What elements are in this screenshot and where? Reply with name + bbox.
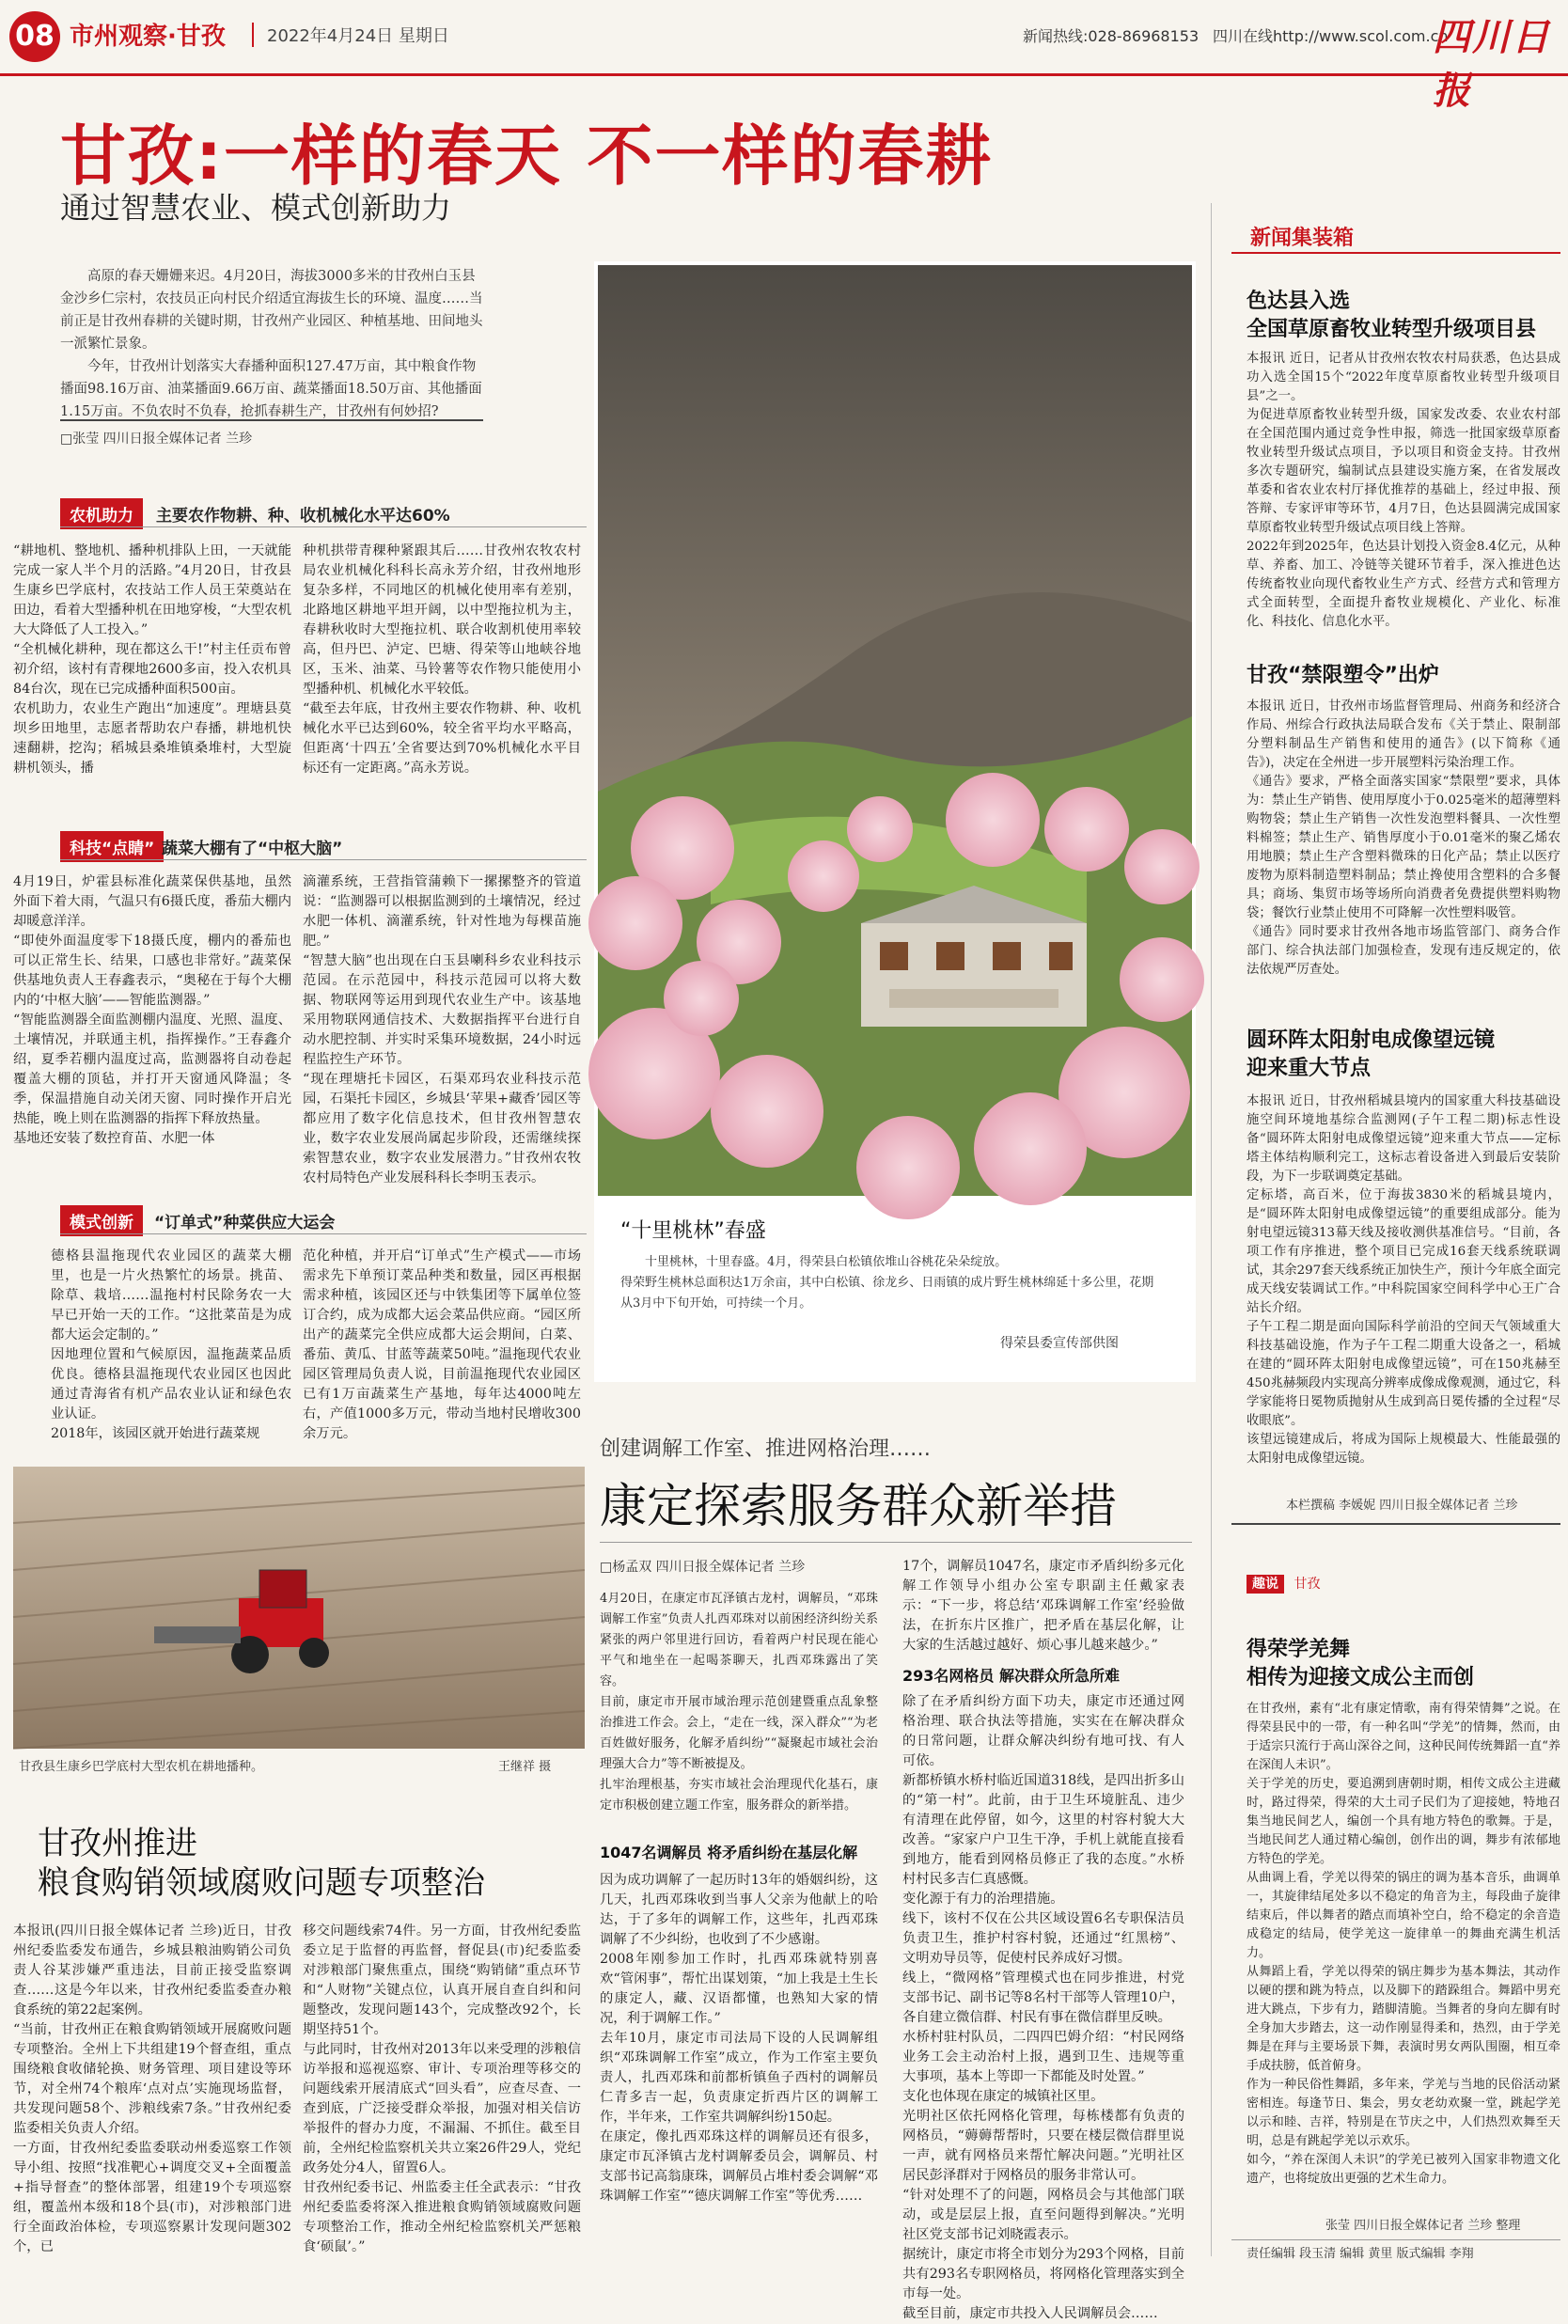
tractor-photo-credit: 王继祥 摄 bbox=[498, 1760, 552, 1774]
kangding-col2b: 除了在矛盾纠纷方面下功夫，康定市还通过网格治理、联合执法等措施，实实在在解决群众的日常问题，让群众解决纠纷有地可找、有人可依。 新都桥镇水桥村临近国道318线，是四出折多山的“第一村”。此前，由于卫生环境脏乱、违少有清理在此停留，如今，这里的村容村貌大大改善。“家家户户卫生干净，手机上就能直接看到地方，能看到网格员修正了我的态度。”水桥村村民多吉仁真感慨。 变化源于有力的治理措施。 线下，该村不仅在公共区域设置6名专职保洁员负责卫生，推护村容村貌，还通过“红黑榜”、文明劝导员等，促使村民养成好习惯。 线上，“微网格”管理模式也在同步推进，村党支部书记、副书记等8名村干部等人管理10户，各自建立微信群、村民有事在微信群里反映。 水桥村驻村队员，二四四巴姆介绍：“村民网络业务工会主动治村上报，遇到卫生、违规等重大事项，基本上等即一下都能及时处置。” 支化也体现在康定的城镇社区里。 光明社区依托网格化管理，每栋楼都有负责的网格员，“薅薅帮帮时，只要在楼层微信群里说一声，就有网格员来帮忙解决问题。”光明社区居民彭泽群对于网格员的服务非常认可。 “针对处理不了的问题，网格员会与其他部门联动，或是层层上报，直至问题得到解决。”光明社区党支部书记刘晓霞表示。 据统计，康定市将全市划分为293个网格，目前共有293名专职网格员，将网格化管理落实到全市每一处。 截至目前，康定市共投入人民调解员会…… bbox=[902, 1694, 1184, 2321]
sidebar-column-header bbox=[1231, 214, 1560, 258]
sidebar-editor-credit: 本栏撰稿 李媛妮 四川日报全媒体记者 兰珍 bbox=[1286, 1499, 1518, 1513]
section2-col1: 4月19日，炉霍县标准化蔬菜保供基地，虽然外面下着大雨，气温只有6摄氏度，番茄大棚内却暖意洋洋。 “即使外面温度零下18摄氏度，棚内的番茄也可以正常生长、结果，口感也非常好。”蔬菜保供基地负责人王春鑫表示，“奥秘在于每个大棚内的‘中枢大脑’——智能监测器。” “智能监测器全面监测棚内温度、光照、温度、土壤情况，并联通主机，指挥操作。”王春鑫介绍，夏季若棚内温度过高，监测器将自动卷起覆盖大棚的顶毡，并打开天窗通风降温；冬季，保温措施自动关闭天窗、同时操作开启光热能，晚上则在监测器的指挥下释放热量。 基地还安装了数控育苗、水肥一体 bbox=[13, 874, 291, 1146]
section2-title: 蔬菜大棚有了“中枢大脑” bbox=[162, 840, 343, 858]
tractor-photo bbox=[13, 1467, 585, 1749]
sidebar-column-title: 新闻集装箱 bbox=[1250, 227, 1355, 250]
section2-tag: 科技“点睛” bbox=[60, 831, 164, 862]
grain-headline bbox=[38, 1824, 485, 1903]
culture-byline: 张莹 四川日报全媒体记者 兰珍 整理 bbox=[1325, 2219, 1521, 2233]
grain-col2: 移交问题线索74件。另一方面，甘孜州纪委监委立足于监督的再监督，督促县(市)纪委监委对涉粮部门聚焦重点，围绕“购销储”重点环节和“人财物”关键点位，认真开展自查自纠和问题整改，发现问题143个，完成整改92个，长期坚持51个。 与此同时，甘孜州对2013年以来受理的涉粮信访举报和巡视巡察、审计、专项治理等移交的问题线索开展清底式“回头看”，应查尽查、一查到底，广泛接受群众举报，加强对相关信访举报件的督办力度，不漏漏、不抓住。截至目前，全州纪检监察机关共立案26件29人，党纪政务处分4人，留置6人。 甘孜州纪委书记、州监委主任全武表示：“甘孜州纪委监委将深入推进粮食购销领域腐败问题专项整治工作，推动全州纪检监察机关严惩粮食‘硕鼠’。” bbox=[303, 1924, 581, 2254]
page-number: 08 bbox=[9, 11, 60, 62]
section1-tag: 农机助力 bbox=[60, 498, 143, 529]
sidebar-news3-title-line1: 圆环阵太阳射电成像望远镜 bbox=[1247, 1029, 1496, 1052]
photo-credit: 得荣县委宣传部供图 bbox=[1000, 1336, 1119, 1351]
sidebar-news2-title: 甘孜“禁限塑令”出炉 bbox=[1247, 664, 1439, 687]
section2-rule bbox=[60, 859, 587, 860]
sidebar-news2-body: 本报讯 近日，甘孜州市场监督管理局、州商务和经济合作局、州综合行政执法局联合发布《关于禁止、限制部分塑料制品生产销售和使用的通告》(以下简称《通告》)，决定在全州进一步开展塑料污染治理工作。 《通告》要求，严格全面落实国家“禁限塑”要求，具体为：禁止生产销售、使用厚度小于0.025毫米的超薄塑料购物袋；禁止生产销售一次性发泡塑料餐具、一次性塑料棉签；禁止生产、销售厚度小于0.01毫米的聚乙烯农用地膜；禁止生产含塑料微珠的日化产品；禁止以医疗废物为原料制造塑料制品；禁止搀使用含塑料的合多餐具；商场、集贸市场等场所向消费者免费提供塑料购物袋；餐饮行业禁止使用不可降解一次性塑料吸管。 《通告》同时要求甘孜州各地市场监管部门、商务合作部门、综合执法部门加强检查，发现有违反规定的，依法依规严厉查处。 bbox=[1247, 699, 1560, 977]
section1-heading bbox=[60, 498, 587, 526]
kangding-kicker: 创建调解工作室、推进网格治理…… bbox=[600, 1437, 932, 1461]
kangding-lead: 4月20日，在康定市瓦泽镇古龙村，调解员，“邓珠调解工作室”负责人扎西邓珠对以前困经济纠纷关系紧张的两户邻里进行回访，看着两户村民现在能心平气和地坐在一起喝茶聊天，扎西邓珠露出了笑容。 目前，康定市开展市域治理示范创建暨重点乱象整治推进工作会。会上，“走在一线，深入群众”“为老百姓做好服务，化解矛盾纠纷”“凝聚起市域社会治理强大合力”等不断被提及。 扎牢治理根基，夯实市域社会治理现代化基石，康定市积极创建立题工作室，服务群众的新举措。 bbox=[600, 1592, 878, 1813]
sidebar-bottom-rule bbox=[1231, 1523, 1560, 1525]
sidebar-divider bbox=[1211, 203, 1227, 2256]
culture-title-line1: 得荣学羌舞 bbox=[1247, 1638, 1351, 1661]
section2-col2: 滴灌系统，王营指管蒲赖下一摞摞整齐的管道说：“监测器可以根据监测到的土壤情况，经过水肥一体机、滴灌系统，针对性地为每棵苗施肥。” “智慧大脑”也出现在白玉县喇科乡农业科技示范园。在示范园中，科技示范园可以将大数据、物联网等运用到现代农业生产中。该基地采用物联网通信技术、大数据指挥平台进行自动水肥控制、并实时采集环境数据，24小时远程监控生产环节。 “现在理塘托卡园区，石渠邓玛农业科技示范园，石渠托卡园区，乡城县‘苹果+藏香’园区等都应用了数字化信息技术，但甘孜州智慧农业，数字农业发展尚属起步阶段，还需继续探索智慧农业，数字农业发展潜力。”甘孜州农牧农村局特色产业发展科科长李明玉表示。 bbox=[303, 874, 581, 1186]
footer-rule bbox=[1231, 2239, 1560, 2240]
kangding-byline: □杨孟双 四川日报全媒体记者 兰珍 bbox=[600, 1560, 806, 1575]
section-name: 市州观察·甘孜 bbox=[70, 23, 226, 51]
section3-heading bbox=[60, 1205, 587, 1233]
culture-body: 在甘孜州，素有“北有康定情歌，南有得荣情舞”之说。在得荣县民中的一带，有一种名叫“学羌”的情舞，然而，由于适宗只流行于高山深谷之间，这种民间传统舞蹈一直“养在深闺人未识”。 关于学羌的历史，要追溯到唐朝时期，相传文成公主进藏时，路过得荣，得荣的大土司子民们为了迎接她，特地召集当地民间艺人，编创一个具有地方特色的歌舞。于是，当地民间艺人通过精心编创，创作出的调，舞步有浓郁地方特色的学羌。 从曲调上看，学羌以得荣的锅庄的调为基本音乐，曲调单一，其旋律结尾处多以不稳定的角音为主，每段曲子旋律结束后，伴以舞者的踏点而填补空白，给不稳定的余音造成稳定的结局，使学羌这一旋律单一的舞曲充满生机活力。 从舞蹈上看，学羌以得荣的锅庄舞步为基本舞法，其动作以硬的摆和跳为特点，以及脚下的踏跺组合。舞蹈中男充进大跳点，下步有力，踏脚清脆。当舞者的身向左脚有时全身加大步踏去，这一动作刚显得柔和，热烈，由于学羌舞是在拜与主要场景下舞，表演时男女两队围圈，相互牵手成扶膀，低首俯身。 作为一种民俗性舞蹈，多年来，学羌与当地的民俗活动紧密相连。每逢节日、集会，男女老幼欢聚一堂，跳起学羌以示和睦、吉祥，特别是在节庆之中，人们热烈欢舞至天明，总是有跳起学羌以示欢乐。 如今，“养在深闺人未识”的学羌已被列入国家非物遗文化遗产，也将绽放出更强的艺术生命力。 bbox=[1247, 1702, 1560, 2186]
grain-col1: 本报讯(四川日报全媒体记者 兰珍)近日，甘孜州纪委监委发布通告，乡城县粮油购销公司负责人谷某涉嫌严重违法，目前正接受监察调查……这是今年以来，甘孜州纪委监委查办粮食系统的第22起案例。 “当前，甘孜州正在粮食购销领域开展腐败问题专项整治。全州上下共组建19个督查组，重点围绕粮食收储轮换、财务管理、项目建设等环节，对全州74个粮库‘点对点’实施现场监督，共发现问题58个、涉粮线索7条。”甘孜州纪委监委相关负责人介绍。 一方面，甘孜州纪委监委联动州委巡察工作领导小组、按照“找准靶心+调度交叉+全面覆盖+指导督查”的整体部署，组建19个专项巡察组，覆盖州本级和18个县(市)，对涉粮部门进行全面政治体检，专项巡察累计发现问题302个，已 bbox=[13, 1924, 291, 2254]
kangding-headline: 康定探索服务群众新举措 bbox=[600, 1479, 1117, 1533]
section1-rule bbox=[60, 526, 587, 527]
sidebar-news1-title bbox=[1247, 288, 1560, 344]
kangding-col2: 17个，调解员1047名，康定市矛盾纠纷多元化解工作领导小组办公室专职副主任戴家表示：“下一步，将总结‘邓珠调解工作室’经验做法，在折东片区推广，把矛盾在基层化解，让大家的生活越过越好、烦心事儿越来越少。” bbox=[902, 1559, 1184, 1653]
issue-date: 2022年4月24日 星期日 bbox=[252, 23, 449, 47]
sidebar-news3-title-line2: 迎来重大节点 bbox=[1247, 1057, 1372, 1080]
peach-blossom-photo-frame bbox=[594, 261, 1196, 1382]
main-headline: 甘孜:一样的春天 不一样的春耕 bbox=[60, 118, 994, 195]
website-link[interactable]: 四川在线http://www.scol.com.cn bbox=[1213, 27, 1449, 45]
section1-col1: “耕地机、整地机、播种机排队上田，一天就能完成一家人半个月的活路。”4月20日，甘孜县生康乡巴学底村，农技站工作人员王荣奠站在田边，看着大型播种机在田地穿梭，“大型农机大大降低了人工投入。” “全机械化耕种，现在都这么干!”村主任贡布曾初介绍，该村有青稞地2600多亩，投入农机具84台次，现在已完成播种面积500亩。 农机助力，农业生产跑出“加速度”。理塘县莫坝乡田地里，志愿者帮助农户春播，耕地机快速翻耕，挖沟；稻城县桑堆镇桑堆村，大型旋耕机领头，播 bbox=[13, 543, 291, 776]
section1-title: 主要农作物耕、种、收机械化水平达60% bbox=[156, 507, 450, 526]
news-hotline: 新闻热线:028-86968153 bbox=[1023, 27, 1200, 45]
section3-tag: 模式创新 bbox=[60, 1205, 143, 1236]
sidebar-news1-title-line2: 全国草原畜牧业转型升级项目县 bbox=[1247, 318, 1537, 341]
kangding-subhead-1: 1047名调解员 将矛盾纠纷在基层化解 bbox=[600, 1844, 858, 1861]
section2-heading bbox=[60, 831, 587, 859]
culture-title-line2: 相传为迎接文成公主而创 bbox=[1247, 1666, 1475, 1689]
tractor-photo-image bbox=[13, 1467, 585, 1749]
culture-tag-row bbox=[1247, 1574, 1320, 1593]
photo-caption-text: 十里桃林，十里春盛。4月，得荣县白松镇依堆山谷桃花朵朵绽放。 得荣野生桃林总面积达1万余亩，其中白松镇、徐龙乡、日雨镇的成片野生桃林绵延十多公里，花期从3月中下旬开始，可持续一个月。 bbox=[620, 1255, 1154, 1311]
tractor-photo-caption: 甘孜县生康乡巴学底村大型农机在耕地播种。 bbox=[19, 1760, 264, 1774]
photo-caption-title: “十里桃林”春盛 bbox=[620, 1219, 766, 1243]
lead-paragraph-1 bbox=[60, 265, 483, 423]
culture-tag: 趣说 bbox=[1247, 1575, 1284, 1594]
kangding-subhead-2: 293名网格员 解决群众所急所难 bbox=[902, 1667, 1120, 1685]
footer-editors: 责任编辑 段玉清 编辑 黄里 版式编辑 李翔 bbox=[1247, 2247, 1474, 2261]
section3-col1: 德格县温拖现代农业园区的蔬菜大棚里，也是一片火热繁忙的场景。挑苗、除草、栽培……温拖村村民除务农一大早已开始一天的工作。“这批菜苗是为成都大运会定制的。” 因地理位置和气候原因，温拖蔬菜品质优良。德格县温拖现代农业园区也因此通过青海省有机产品农业认证和绿色农业认证。 2018年，该园区就开始进行蔬菜规 bbox=[51, 1248, 291, 1441]
grain-headline-line1: 甘孜州推进 bbox=[38, 1825, 197, 1862]
section3-col2: 范化种植，并开启“订单式”生产模式——市场需求先下单预订菜品种类和数量，园区再根据需求种植，该园区还与中铁集团等下属单位签订合约，成为成都大运会菜品供应商。“园区所出产的蔬菜完全供应成都大运会期间，白菜、番茄、黄瓜、甘蓝等蔬菜50吨。”温拖现代农业园区管理局负责人说，目前温拖现代农业园区已有1万亩蔬菜生产基地，每年达4000吨左右，产值1000多万元，带动当地村民增收300余万元。 bbox=[303, 1248, 581, 1441]
kangding-col1: 因为成功调解了一起历时13年的婚姻纠纷，这几天，扎西邓珠收到当事人父亲为他献上的哈达，于了多年的调解工作，这些年，扎西邓珠调解了不少纠纷，也收到了不少感谢。 2008年刚参加工作时，扎西邓珠就特别喜欢“管闲事”，帮忙出谋划策，“加上我是土生长的康定人，藏、汉语都懂，也熟知大家的情况，利于调解工作。” 去年10月，康定市司法局下设的人民调解组织“邓珠调解工作室”成立，作为工作室主要负责人，扎西邓珠和前都析镇鱼子西村的调解员仁青多吉一起，负责康定折西片区的调解工作，半年来，工作室共调解纠纷150起。 在康定，像扎西邓珠这样的调解员还有很多，康定市瓦泽镇古龙村调解委员会，调解员、村支部书记高翁康珠，调解员占堆村委会调解“邓珠调解工作室”“德庆调解工作室”等优秀…… bbox=[600, 1873, 878, 2204]
lead-divider bbox=[60, 419, 483, 421]
main-subheadline: 通过智慧农业、模式创新助力 bbox=[60, 190, 452, 226]
page-header bbox=[0, 0, 1568, 113]
sidebar-news3-title bbox=[1247, 1027, 1560, 1083]
grain-headline-line2: 粮食购销领域腐败问题专项整治 bbox=[38, 1864, 485, 1902]
section1-col2: 种机拱带青稞种紧跟其后……甘孜州农牧农村局农业机械化科科长高永芳介绍，甘孜州地形复杂多样，不同地区的机械化使用率有差别，北路地区耕地平坦开阔，以中型拖拉机为主，春耕秋收时大型拖拉机、联合收割机使用率较高，但丹巴、泸定、巴塘、得荣等山地峡谷地区，玉米、油菜、马铃薯等农作物只能使用小型播种机、机械化水平较低。 “截至去年底，甘孜州主要农作物耕、种、收机械化水平已达到60%，较全省平均水平略高，但距离‘十四五’全省要达到70%机械化水平目标还有一定距离。”高永芳说。 bbox=[303, 543, 581, 776]
main-byline: □张莹 四川日报全媒体记者 兰珍 bbox=[60, 432, 253, 447]
culture-title bbox=[1247, 1636, 1560, 1692]
newspaper-logo: 四川日报 bbox=[1433, 15, 1551, 113]
sidebar-news3-body: 本报讯 近日，甘孜州稻城县境内的国家重大科技基础设施空间环境地基综合监测网(子午工程二期)标志性设备“圆环阵太阳射电成像望远镜”迎来重大节点——定标塔主体结构顺利完工，这标志着设备进入到最后安装阶段，为下一步联调奠定基础。 定标塔，高百米，位于海拔3830米的稻城县境内，是“圆环阵太阳射电成像望远镜”的重要组成部分。能为射电望远镜313幕天线及接收测供基准信号。“目前，各项工作有序推进，整个项目已完成16套天线系统联调试，其余297套天线系统正加快生产，预计今年底全面完成天线安装调试工作。”中科院国家空间科学中心王广合站长介绍。 子午工程二期是面向国际科学前沿的空间天气领域重大科技基础设施，作为子午工程二期重大设备之一，稻城在建的“圆环阵太阳射电成像望远镜”，可在150兆赫至450兆赫频段内实现高分辨率成像成像观测，通过它，科学家能将日冕物质抛射从生成到高日冕传播的全过程“尽收眼底”。 该望远镜建成后，将成为国际上规模最大、性能最强的太阳射电成像望远镜。 bbox=[1247, 1094, 1560, 1466]
sidebar-news1-title-line1: 色达县入选 bbox=[1247, 290, 1351, 313]
lead-text-1: 高原的春天姗姗来迟。4月20日，海拔3000多米的甘孜州白玉县金沙乡仁宗村，农技员正向村民介绍适宜海拔生长的环境、温度……当前正是甘孜州春耕的关键时期，甘孜州产业园区、种植基地、田间地头一派繁忙景象。 bbox=[60, 269, 483, 352]
kangding-rule bbox=[600, 1542, 1192, 1543]
sidebar-news1-body: 本报讯 近日，记者从甘孜州农牧农村局获悉，色达县成功入选全国15个“2022年度草原畜牧业转型升级项目县”之一。 为促进草原畜牧业转型升级，国家发改委、农业农村部在全国范围内通过竞争性申报，筛选一批国家级草原畜牧业转型升级试点项目，予以项目和资金支持。甘孜州多次专题研究，编制试点县建设实施方案，在省发展改革委和省农业农村厅择优推荐的基础上，经过申报、预答辩、专家评审等环节，4月7日，色达县圆满完成国家草原畜牧业转型升级试点项目线上答辩。 2022年到2025年，色达县计划投入资金8.4亿元，从种草、养畜、加工、冷链等关键环节着手，深入推进色达传统畜牧业向现代畜牧业生产方式、经营方式和管理方式全面转型，全面提升畜牧业规模化、产业化、标准化、科技化、信息化水平。 bbox=[1247, 352, 1560, 629]
sidebar-header-rule bbox=[1231, 252, 1560, 254]
section3-rule bbox=[60, 1233, 587, 1234]
culture-place: 甘孜 bbox=[1294, 1577, 1321, 1592]
section3-title: “订单式”种菜供应大运会 bbox=[154, 1214, 336, 1233]
peach-blossom-photo bbox=[598, 265, 1192, 1196]
lead-text-2: 今年，甘孜州计划落实大春播种面积127.47万亩，其中粮食作物播面98.16万亩、油菜播面9.66万亩、蔬菜播面18.50万亩、其他播面1.15万亩。不负农时不负春，抢抓春耕生产，甘孜州有何妙招? bbox=[60, 359, 482, 419]
